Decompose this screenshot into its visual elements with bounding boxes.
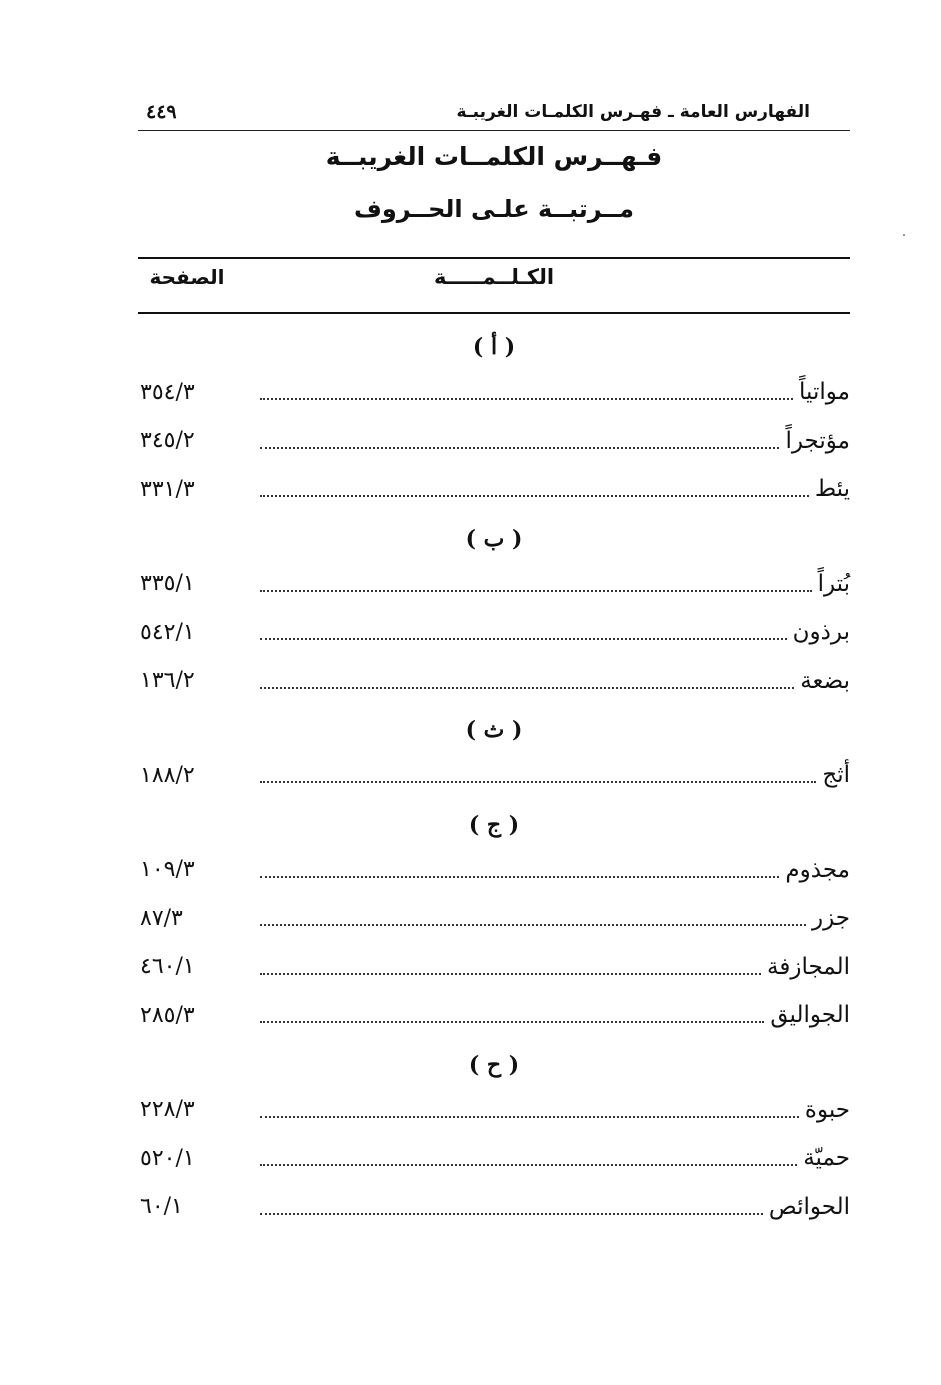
entry-word: بضعة bbox=[800, 667, 850, 694]
index-entry bbox=[138, 943, 850, 992]
dot-leader bbox=[260, 638, 787, 640]
dot-leader bbox=[260, 876, 779, 878]
table-top-rule bbox=[138, 257, 850, 259]
dot-leader bbox=[260, 924, 806, 926]
index-entry bbox=[138, 991, 850, 1040]
dot-leader bbox=[260, 1116, 799, 1118]
entry-word: حبوة bbox=[804, 1096, 850, 1123]
index-entry bbox=[138, 846, 850, 895]
entry-page-ref: ٥٢٠/١ bbox=[140, 1145, 195, 1171]
entry-word: مؤتجراً bbox=[785, 427, 850, 454]
index-entry bbox=[138, 417, 850, 466]
entry-page-ref: ٢٢٨/٣ bbox=[140, 1097, 195, 1123]
entry-word: مجذوم bbox=[785, 856, 850, 883]
section-letter-heading: ( ب ) bbox=[465, 525, 523, 552]
dot-leader bbox=[260, 590, 812, 592]
index-entry bbox=[138, 608, 850, 657]
index-entry bbox=[138, 1134, 850, 1183]
entry-word: يئط bbox=[814, 476, 850, 503]
dot-leader bbox=[260, 1164, 797, 1166]
entry-word: برذون bbox=[792, 619, 850, 646]
entry-word: بُتراً bbox=[817, 570, 850, 597]
entry-page-ref: ١٠٩/٣ bbox=[140, 857, 195, 883]
entry-page-ref: ٣٥٤/٣ bbox=[140, 379, 195, 405]
page-number: ٤٤٩ bbox=[146, 101, 177, 123]
dot-leader bbox=[260, 781, 816, 783]
table-header-rule bbox=[138, 312, 850, 314]
index-entry bbox=[138, 1183, 850, 1232]
index-entry bbox=[138, 560, 850, 609]
index-title: فـهــرس الكلمــات الغريبــة bbox=[325, 142, 663, 171]
entry-word: حميّة bbox=[803, 1145, 850, 1172]
index-subtitle: مــرتبــة علـى الحــروف bbox=[353, 195, 635, 223]
column-header-page: الصفحة bbox=[149, 265, 225, 289]
entry-word: المجازفة bbox=[767, 953, 850, 980]
entry-page-ref: ٦٠/١ bbox=[140, 1194, 183, 1220]
index-entry bbox=[138, 1086, 850, 1135]
header-rule bbox=[138, 130, 850, 131]
dot-leader bbox=[260, 973, 761, 975]
index-entry bbox=[138, 751, 850, 800]
entry-word: أثج bbox=[822, 762, 850, 789]
index-entry bbox=[138, 465, 850, 514]
dot-leader bbox=[260, 1021, 764, 1023]
index-entry bbox=[138, 894, 850, 943]
dot-leader bbox=[260, 1213, 763, 1215]
dot-leader bbox=[260, 398, 793, 400]
column-header-word: الكـلــمـــــة bbox=[433, 265, 555, 289]
entry-word: الحوائص bbox=[768, 1193, 850, 1220]
section-letter-heading: ( ث ) bbox=[465, 717, 523, 743]
entry-page-ref: ١٣٦/٢ bbox=[140, 668, 195, 694]
entry-page-ref: ٨٧/٣ bbox=[140, 905, 183, 931]
entry-page-ref: ٤٦٠/١ bbox=[140, 954, 195, 980]
entry-page-ref: ١٨٨/٢ bbox=[140, 762, 195, 788]
entry-page-ref: ٥٤٢/١ bbox=[140, 619, 195, 645]
index-entry bbox=[138, 657, 850, 706]
index-entries bbox=[138, 322, 850, 1231]
entry-page-ref: ٣٤٥/٢ bbox=[140, 428, 195, 454]
dot-leader bbox=[260, 495, 809, 497]
section-letter-heading: ( ج ) bbox=[468, 811, 520, 838]
scan-speck bbox=[903, 234, 905, 236]
section-letter-heading: ( ح ) bbox=[468, 1051, 520, 1078]
entry-word: جزر bbox=[811, 905, 850, 932]
entry-word: مواتياً bbox=[799, 379, 850, 406]
section-letter-heading: ( أ ) bbox=[472, 334, 516, 360]
dot-leader bbox=[260, 687, 794, 689]
running-title: الفهارس العامة ـ فهـرس الكلمـات الغريبـة bbox=[456, 102, 810, 122]
entry-page-ref: ٣٣٥/١ bbox=[140, 571, 195, 597]
entry-word: الجواليق bbox=[770, 1002, 850, 1029]
index-page bbox=[138, 90, 850, 1250]
dot-leader bbox=[260, 447, 779, 449]
index-entry bbox=[138, 368, 850, 417]
entry-page-ref: ٣٣١/٣ bbox=[140, 476, 195, 502]
running-header bbox=[138, 98, 850, 126]
entry-page-ref: ٢٨٥/٣ bbox=[140, 1002, 195, 1028]
